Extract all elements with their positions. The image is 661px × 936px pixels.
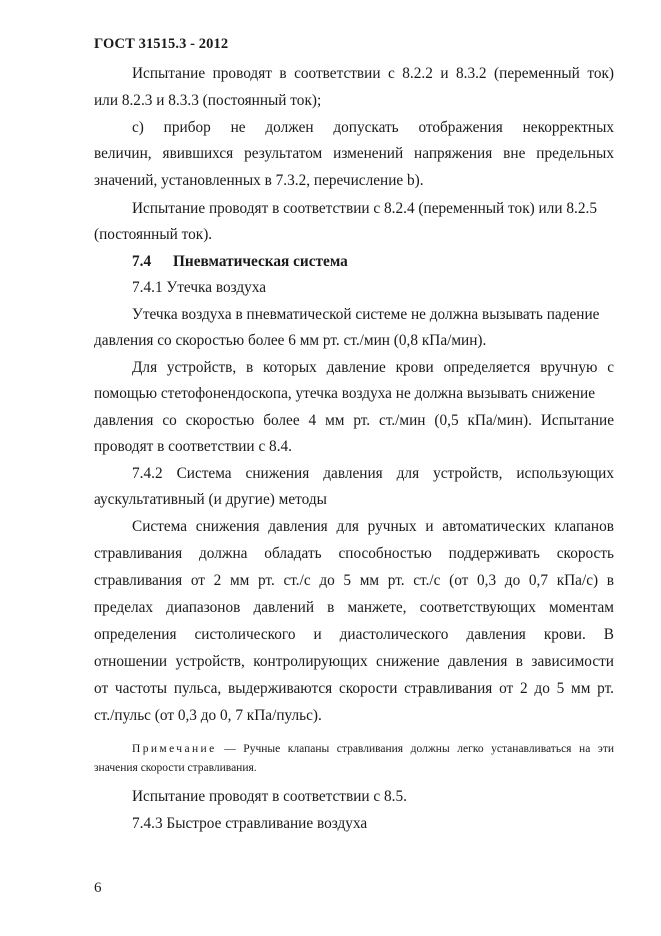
subsection-title: 7.4.3 Быстрое стравливание воздуха [132, 815, 368, 832]
paragraph-line: (постоянный ток). [94, 226, 213, 243]
note-dash: — [224, 743, 236, 755]
subsection-title-cont: аускультативный (и другие) методы [94, 491, 327, 508]
note-line-cont: значения скорости стравливания. [94, 762, 257, 774]
paragraph-line: Испытание проводят в соответствии с 8.5. [132, 788, 407, 805]
section-number: 7.4 [132, 253, 152, 270]
paragraph-line: Испытание проводят в соответствии с 8.2.4 (переменный ток) или 8.2.5 [132, 200, 597, 217]
page-number: 6 [94, 880, 102, 896]
paragraph-line: от частоты пульса, выдерживаются скорости стравливания от 2 до 5 мм рт. [94, 680, 614, 697]
note-text: Ручные клапаны стравливания должны легко устанавливаться на эти [243, 743, 615, 755]
paragraph-line: Утечка воздуха в пневматической системе не должна вызывать падение [132, 306, 600, 323]
note-line [132, 742, 614, 756]
paragraph-line: ст./пульс (от 0,3 до 0, 7 кПа/пульс). [94, 707, 322, 724]
paragraph-line: Система снижения давления для ручных и автоматических клапанов [132, 518, 614, 535]
list-item-c: с) прибор не должен допускать отображения некорректных [132, 119, 614, 136]
paragraph-line: стравливания от 2 мм рт. ст./с до 5 мм рт. ст./с (от 0,3 до 0,7 кПа/с) в [94, 572, 614, 589]
paragraph-line: определения систолического и диастолического давления крови. В [94, 626, 614, 643]
paragraph-line: Для устройств, в которых давление крови определяется вручную с [132, 359, 614, 376]
paragraph-line: помощью стетофонендоскопа, утечка воздуха не должна вызывать снижение [94, 385, 596, 402]
paragraph-line: значений, установленных в 7.3.2, перечисление b). [94, 172, 424, 189]
subsection-title: 7.4.2 Система снижения давления для устройств, использующих [132, 465, 614, 482]
note-label: Примечание [132, 743, 217, 755]
paragraph-line: давления со скоростью более 4 мм рт. ст./мин (0,5 кПа/мин). Испытание [94, 412, 614, 429]
paragraph-line: или 8.2.3 и 8.3.3 (постоянный ток); [94, 92, 322, 109]
paragraph-line: величин, явившихся результатом изменений напряжения вне предельных [94, 145, 614, 162]
standard-header: ГОСТ 31515.3 - 2012 [94, 36, 229, 52]
paragraph-line: пределах диапазонов давлений в манжете, соответствующих моментам [94, 599, 614, 616]
paragraph-line: Испытание проводят в соответствии с 8.2.2 и 8.3.2 (переменный ток) [132, 65, 614, 82]
paragraph-line: отношении устройств, контролирующих снижение давления в зависимости [94, 653, 614, 670]
paragraph-line: проводят в соответствии с 8.4. [94, 438, 293, 455]
section-title: Пневматическая система [173, 253, 348, 270]
subsection-title: 7.4.1 Утечка воздуха [132, 279, 267, 296]
paragraph-line: стравливания должна обладать способностью поддерживать скорость [94, 545, 614, 562]
paragraph-line: давления со скоростью более 6 мм рт. ст./мин (0,8 кПа/мин). [94, 332, 487, 349]
